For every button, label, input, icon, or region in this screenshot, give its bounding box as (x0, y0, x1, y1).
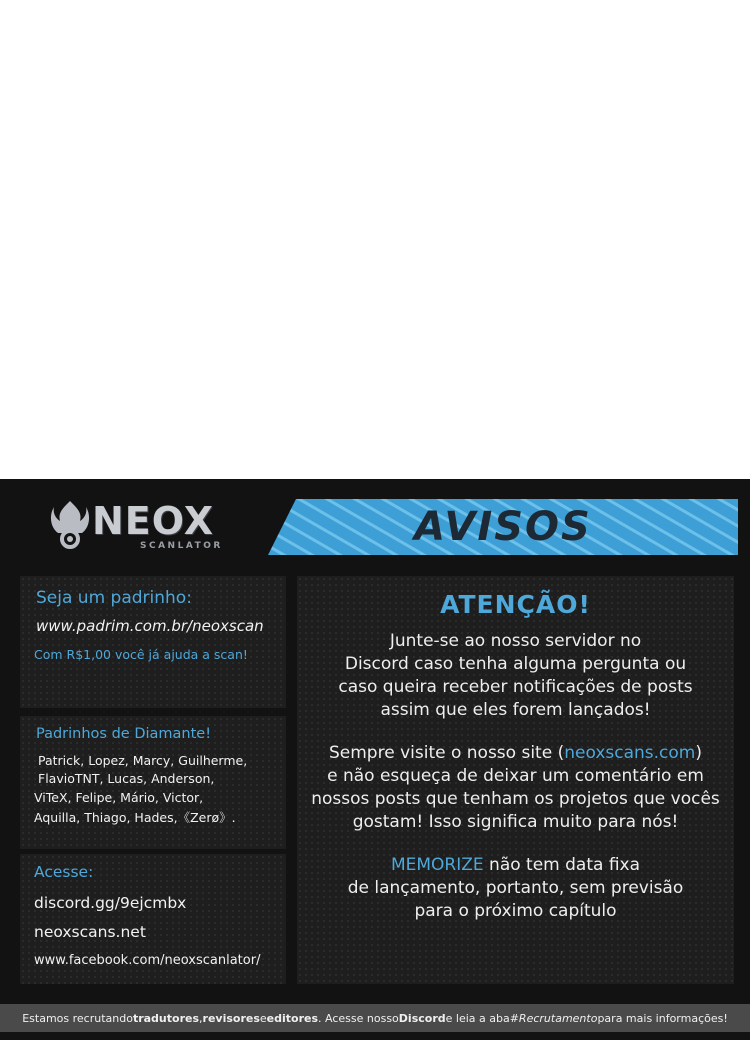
footer-bold: tradutores (132, 1011, 200, 1025)
footer-text: e leia a aba (445, 1011, 510, 1025)
notice-site-link[interactable]: neoxscans.com (564, 743, 696, 763)
access-panel (20, 854, 286, 984)
flame-gear-icon (48, 499, 92, 549)
notice-line: nossos posts que tenham os projetos que vocês (311, 789, 720, 809)
notice-banner (0, 479, 750, 1040)
notice-line: e não esqueça de deixar um comentário em (327, 766, 704, 786)
facebook-link[interactable]: www.facebook.com/neoxscanlator/ (34, 953, 261, 968)
sponsor-note: Com R$1,00 você já ajuda a scan! (34, 647, 248, 662)
footer-text: e (259, 1011, 267, 1025)
notice-text: Sempre visite o nosso site ( (329, 743, 565, 763)
diamond-line: Aquilla, Thiago, Hades,《Zerø》. (34, 810, 236, 825)
notice-line: caso queira receber notificações de posts (338, 677, 693, 697)
sponsor-url[interactable]: www.padrim.com.br/neoxscan (36, 617, 264, 635)
logo-sub: SCANLATOR (140, 541, 223, 551)
footer-bold: Discord (398, 1011, 446, 1025)
neox-logo (48, 497, 238, 557)
notice-highlight: MEMORIZE (390, 855, 484, 875)
logo-word: NEOX (92, 499, 215, 543)
diamond-line: FlavioTNT, Lucas, Anderson, (38, 771, 215, 786)
notice-line: Discord caso tenha alguma pergunta ou (344, 654, 687, 674)
notice-text: não tem data fixa (483, 855, 641, 875)
footer-italic: #Recrutamento (509, 1011, 598, 1025)
notice-text: ) (695, 743, 702, 763)
notice-line: de lançamento, portanto, sem previsão (347, 878, 684, 898)
avisos-header (268, 499, 738, 555)
footer-text: para mais informações! (597, 1011, 728, 1025)
notice-panel (297, 576, 734, 984)
footer-bold: revisores (202, 1011, 260, 1025)
diamond-panel (20, 716, 286, 849)
notice-line (297, 854, 734, 877)
avisos-title: AVISOS (414, 504, 592, 550)
footer-text: , (199, 1011, 203, 1025)
notice-line: para o próximo capítulo (414, 901, 617, 921)
diamond-title: Padrinhos de Diamante! (36, 726, 212, 742)
sponsor-title: Seja um padrinho: (36, 588, 192, 608)
notice-line: assim que eles forem lançados! (380, 700, 651, 720)
notice-line: Junte-se ao nosso servidor no (389, 631, 642, 651)
recruiting-footer (0, 1004, 750, 1032)
diamond-line: ViTeX, Felipe, Mário, Victor, (34, 790, 204, 805)
footer-bold: editores (266, 1011, 319, 1025)
notice-line (297, 742, 734, 765)
sponsor-panel (20, 576, 286, 708)
diamond-line: Patrick, Lopez, Marcy, Guilherme, (38, 753, 248, 768)
notice-line: gostam! Isso significa muito para nós! (352, 812, 679, 832)
site-link[interactable]: neoxscans.net (34, 923, 146, 941)
notice-heading: ATENÇÃO! (440, 590, 591, 619)
access-title: Acesse: (34, 863, 94, 881)
footer-text: . Acesse nosso (318, 1011, 399, 1025)
footer-text: Estamos recrutando (22, 1011, 133, 1025)
discord-link[interactable]: discord.gg/9ejcmbx (34, 894, 187, 912)
